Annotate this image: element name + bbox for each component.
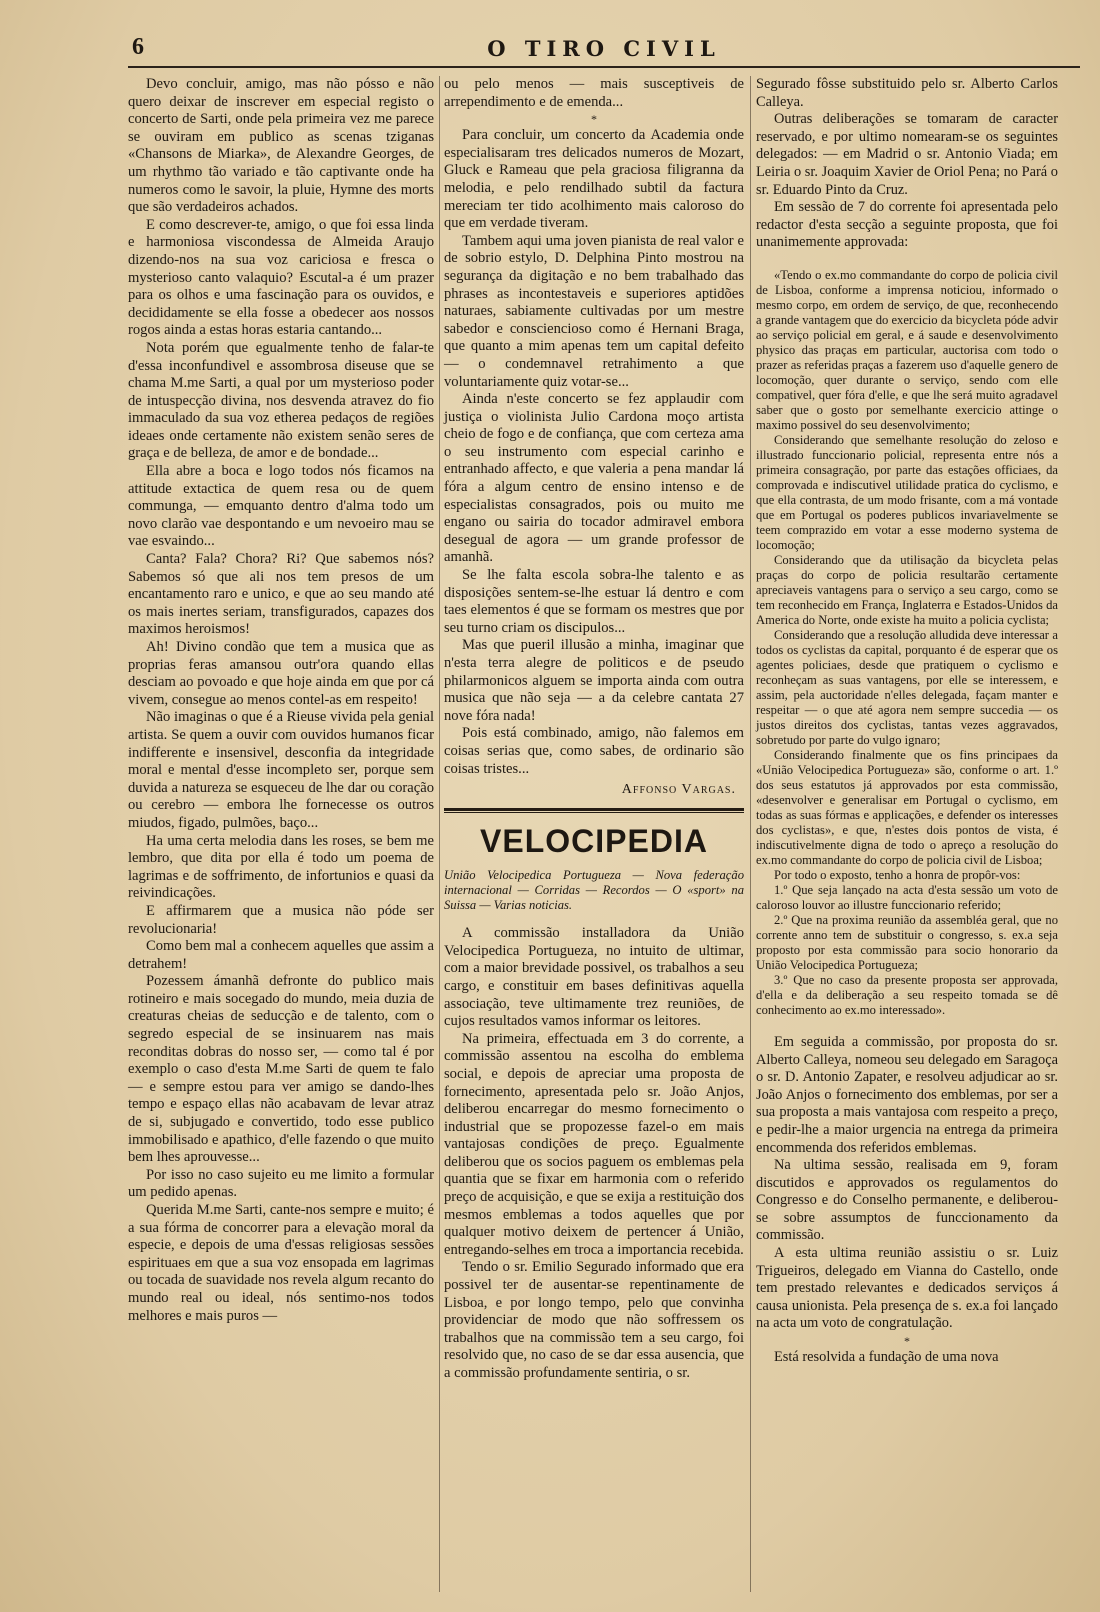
- paragraph: Na primeira, effectuada em 3 do corrente, a commissão assentou na escolha do emblema social, e depois de apreciar uma proposta de fornecimento, apresentada pelo sr. João Anjos, deliberou encarregar do mesmo fornecimento o industrial que se propozesse fazel-o em mais vantajosas condições de preço. Egualmente deliberou que os socios paguem os emblemas pela quantia que se fixar em harmonia com o referido preço de acquisição, e que se exija a restituição dos mesmos emblemas a todos aquelles que por qualquer motivo deixem de pertencer á União, entregando-selhes em troca a importancia recebida.: [444, 1030, 744, 1258]
- paragraph: ou pelo menos — mais susceptiveis de arrependimento e de emenda...: [444, 76, 744, 110]
- paragraph: Querida M.me Sarti, cante-nos sempre e muito; é a sua fórma de concorrer para a elevação moral da especie, e depois de uma d'essas religiosas sessões espirituaes em que a sua voz ensopada em lagrimas ou tocada de suavidade nos revela algum recanto do mundo real ou ideal, nós sentimo-nos todos melhores e mais puros —: [128, 1202, 434, 1324]
- quote-paragraph: Considerando que da utilisação da bicycleta pelas praças do corpo de policia resultarão certamente apreciaveis vantagens para o serviço a seu cargo, como se tem reconhecido em França, Inglaterra e Estados-Unidos da America do Norte, onde existe ha muito a policia cyclista;: [756, 552, 1058, 627]
- asterism: *: [904, 1334, 910, 1349]
- column-2: [444, 76, 744, 1383]
- paragraph: Devo concluir, amigo, mas não pósso e não quero deixar de inscrever em especial registo o concerto de Sarti, onde pela primeira vez me parece se ouviram em publico as scenas tziganas «Chansons de Miarka», de Alexandre Georges, de um rhythmo tão variado e tão captivante onde ha numeros como le savoir, la pluie, Hymne des morts que são verdadeiros achados.: [128, 76, 434, 216]
- column-divider: [750, 76, 751, 1592]
- quote-paragraph: 3.º Que no caso da presente proposta ser approvada, d'ella e da deliberação a seu respeito tomada se dê conhecimento ao ex.mo interessado».: [756, 972, 1058, 1017]
- page-number: 6: [132, 34, 144, 60]
- quote-paragraph: 1.º Que seja lançado na acta d'esta sessão um voto de caloroso louvor ao illustre funccionario referido;: [756, 882, 1058, 912]
- paragraph: Segurado fôsse substituido pelo sr. Alberto Carlos Calleya.: [756, 76, 1058, 110]
- quote-paragraph: «Tendo o ex.mo commandante do corpo de policia civil de Lisboa, conforme a imprensa noticiou, informado o mesmo corpo, em ordem de serviço, de que, reconhecendo a grande vantagem que do exercicio da bicycleta póde advir ao serviço policial em geral, e á saude e desenvolvimento physico das praças em particular, auctorisa com todo o prazer as referidas praças a fazerem uso d'aquelle genero de locomoção, quer durante o serviço, sendo com elle compativel, quer fóra d'elle, e que lhe será muito agradavel saber que o gosto por semelhante exercicio attinge o maximo possivel do seu desenvolvimento;: [756, 267, 1058, 432]
- paragraph: Ainda n'este concerto se fez applaudir com justiça o violinista Julio Cardona moço artista cheio de fogo e de confiança, que com certeza ama o seu instrumento com especial carinho e entranhado affecto, e que valeria a pena mandar lá fóra a algum centro de ensino intenso e de especialistas consagrados, pois ou muito me engano ou sairia do tocador admiravel embora desegual de agora — um grande professor de amanhã.: [444, 391, 744, 566]
- quote-paragraph: 2.º Que na proxima reunião da assembléa geral, que no corrente anno tem de substituir o congresso, s. ex.a seja proposto por esta commissão para socio honorario da União Velocipedica Portugueza;: [756, 912, 1058, 972]
- column-1: [128, 76, 434, 1325]
- paragraph: A commissão installadora da União Velocipedica Portugueza, no intuito de ultimar, com a maior brevidade possivel, os trabalhos a seu cargo, e constituir em bases definitivas aquella associação, teve ultimamente trez reuniões, de cujos resultados vamos informar os leitores.: [444, 925, 744, 1030]
- paragraph: Tendo o sr. Emilio Segurado informado que era possivel ter de ausentar-se repentinamente de Lisboa, e por longo tempo, pelo que convinha providenciar de modo que não soffressem os trabalhos que na commissão tem a seu cargo, foi resolvido que, no caso de se dar essa ausencia, que a commissão profundamente sentiria, o sr.: [444, 1259, 744, 1381]
- column-3: [756, 76, 1058, 1367]
- paragraph: Nota porém que egualmente tenho de falar-te d'essa inconfundivel e assombrosa diseuse que se chama M.me Sarti, a qual por um mysterioso poder de intuspecção divina, nos desvenda atravez do fio immaculado da sua voz etherea pedaços de regiões ideaes onde certamente não existem senão seres de graça e de belleza, de amor e de bondade...: [128, 339, 434, 462]
- page-header: [128, 30, 1080, 68]
- paragraph: Para concluir, um concerto da Academia onde especialisaram tres delicados numeros de Mozart, Gluck e Rameau que pela graciosa filigranna da melodia, e pelo rendilhado subtil da factura mereciam ter tido acolhimento mais caloroso do que em verdade tiveram.: [444, 127, 744, 232]
- paragraph: E como descrever-te, amigo, o que foi essa linda e harmoniosa viscondessa de Almeida Araujo dizendo-nos na sua voz cariciosa e fresca o mysterioso canto valaquio? Escutal-a é um prazer para os olhos e uma fascinação para os ouvidos, e decididamente se ella fosse a obedecer aos nossos rogos ainda a estas horas estaria cantando...: [128, 216, 434, 339]
- paragraph: Ah! Divino condão que tem a musica que as proprias feras amansou outr'ora quando ellas desciam ao povoado e que hoje ainda em que por cá vivem, consegue ao menos contel-as em respeito!: [128, 639, 434, 708]
- paragraph: Em seguida a commissão, por proposta do sr. Alberto Calleya, nomeou seu delegado em Saragoça o sr. D. Antonio Zapater, e resolveu adjudicar ao sr. João Anjos o fornecimento dos emblemas, por ser a sua proposta a mais vantajosa com respeito a preço, e pedir-lhe a maior urgencia na entrega da primeira encommenda dos referidos emblemas.: [756, 1033, 1058, 1156]
- quote-paragraph: Considerando que a resolução alludida deve interessar a todos os cyclistas da capital, porquanto é de esperar que os agentes policiaes, desde que pratiquem o cyclismo e reconheçam as suas vantagens, por elle se interessem, e assim, pela auctoridade n'elles delegada, façam manter e respeitar — o que até agora nem sempre succedia — os justos direitos dos cyclistas, tantas vezes aggravados, sobretudo por parte do vulgo ignaro;: [756, 627, 1058, 747]
- proposal-quote: [756, 268, 1058, 1018]
- paragraph: Pois está combinado, amigo, não falemos em coisas serias que, como sabes, de ordinario são coisas tristes...: [444, 725, 744, 777]
- paragraph: Por isso no caso sujeito eu me limito a formular um pedido apenas.: [128, 1166, 434, 1201]
- newspaper-title: O TIRO CIVIL: [487, 36, 721, 61]
- paragraph: Ha uma certa melodia dans les roses, se bem me lembro, que dita por ella é todo um poema de lagrimas e de soffrimento, de infortunios e quasi da reivindicações.: [128, 832, 434, 902]
- paragraph: Mas que pueril illusão a minha, imaginar que n'esta terra alegre de politicos e de pseudo philarmonicos alguem se importa ainda com outra musica que não seja — a da celebre cantata 27 nove fóra nada!: [444, 637, 744, 724]
- section-rule-thin: [444, 812, 744, 813]
- author-signature: Affonso Vargas.: [621, 782, 736, 798]
- paragraph: Em sessão de 7 do corrente foi apresentada pelo redactor d'esta secção a seguinte proposta, que foi unanimemente approvada:: [756, 199, 1058, 251]
- column-divider: [439, 76, 440, 1592]
- quote-paragraph: Considerando finalmente que os fins principaes da «União Velocipedica Portugueza» são, conforme o art. 1.º dos seus estatutos já approvados por esta commissão, «desenvolver e generalisar em Portugal o cyclismo, em todas as suas fórmas e applicações, e defender os interesses dos cyclistas», e que, n'estes dois pontos de vista, é indiscutivelmente digna de todo o apreço a resolução do ex.mo commandante do corpo de policia civil de Lisboa;: [756, 747, 1058, 867]
- paragraph: Está resolvida a fundação de uma nova: [774, 1349, 999, 1366]
- paragraph: Se lhe falta escola sobra-lhe talento e as disposições sentem-se-lhe estuar lá dentro e com taes elementos é que se formam os mestres que por seu turno criam os discipulos...: [444, 567, 744, 636]
- paragraph: Outras deliberações se tomaram de caracter reservado, e por ultimo nomearam-se os seguintes delegados: — em Madrid o sr. Antonio Viada; em Leiria o sr. Joaquim Xavier de Oriol Pena; no Pará o sr. Eduardo Pinto da Cruz.: [756, 111, 1058, 198]
- paragraph: Não imaginas o que é a Rieuse vivida pela genial artista. Se quem a ouvir com ouvidos humanos ficar indifferente e insensivel, desconfia da integridade moral e mental d'esse incompleto ser, porque sem duvida a natureza se esqueceu de lhe dar ou coração ou cerebro — embora lhe fornecesse os outros miudos, figado, pulmões, baço...: [128, 709, 434, 831]
- section-title: VELOCIPEDIA: [480, 823, 708, 860]
- section-summary: União Velocipedica Portugueza — Nova federação internacional — Corridas — Recordos — O «sport» na Suissa — Varias noticias.: [444, 868, 744, 913]
- paragraph: Pozessem ámanhã defronte do publico mais rotineiro e mais socegado do mundo, meia duzia de creaturas cheias de seducção e de talento, com o segredo especial de se insinuarem nas mais reconditas dobras do nosso ser, — como tal é por exemplo o caso d'esta M.me Sarti de quem te falo — e sempre estou para ver amigo se dando-lhes tempo e espaço ellas não acabavam de levar atraz de si, subjugado e convertido, todo esse publico immobilisado e apathico, d'elle fazendo o que muito bem lhes aprouvesse...: [128, 973, 434, 1166]
- quote-paragraph: Considerando que semelhante resolução do zeloso e illustrado funccionario policial, representa entre nós a primeira consagração, por parte das estações officiaes, da comprovada e indiscutivel utilidade pratica do cyclismo, e que ella contrasta, de um modo frisante, com a má vontade que em Portugal os poderes publicos invariavelmente se teem comprazido em votar a esse moderno systema de locomoção;: [756, 432, 1058, 552]
- paragraph: E affirmarem que a musica não póde ser revolucionaria!: [128, 902, 434, 937]
- quote-paragraph: Por todo o exposto, tenho a honra de propôr-vos:: [774, 867, 1021, 882]
- asterism: *: [591, 112, 597, 127]
- section-rule: [444, 808, 744, 811]
- paragraph: Ella abre a boca e logo todos nós ficamos na attitude extactica de quem resa ou de quem communga, — emquanto dentro d'alma todo um novo clarão vae despontando e um nevoeiro mau se vae esvaindo...: [128, 463, 434, 550]
- paragraph: Tambem aqui uma joven pianista de real valor e de sobrio estylo, D. Delphina Pinto mostrou na segurança da digitação e no bem trabalhado das phrases as incontestaveis e superiores aptidões naturaes, sabiamente cultivadas por um mestre sabedor e consciencioso como é Hernani Braga, que quanto a mim apenas tem um capital defeito — o condemnavel retrahimento a que voluntariamente quiz votar-se...: [444, 232, 744, 390]
- paragraph: Na ultima sessão, realisada em 9, foram discutidos e approvados os regulamentos do Congresso e do Conselho permanente, e deliberou-se sobre assumptos de funccionamento da commissão.: [756, 1157, 1058, 1244]
- paragraph: Canta? Fala? Chora? Ri? Que sabemos nós? Sabemos só que ali nos tem presos de um encantamento raro e unico, e que ao seu mando até os mais inertes seriam, transfigurados, capazes dos maximos heroismos!: [128, 551, 434, 638]
- paragraph: Como bem mal a conhecem aquelles que assim a detrahem!: [128, 938, 434, 972]
- paragraph: A esta ultima reunião assistiu o sr. Luiz Trigueiros, delegado em Vianna do Castello, onde tem prestado relevantes e dedicados serviços á causa unionista. Pela presença de s. ex.a foi lançado na acta um voto de congratulação.: [756, 1245, 1058, 1332]
